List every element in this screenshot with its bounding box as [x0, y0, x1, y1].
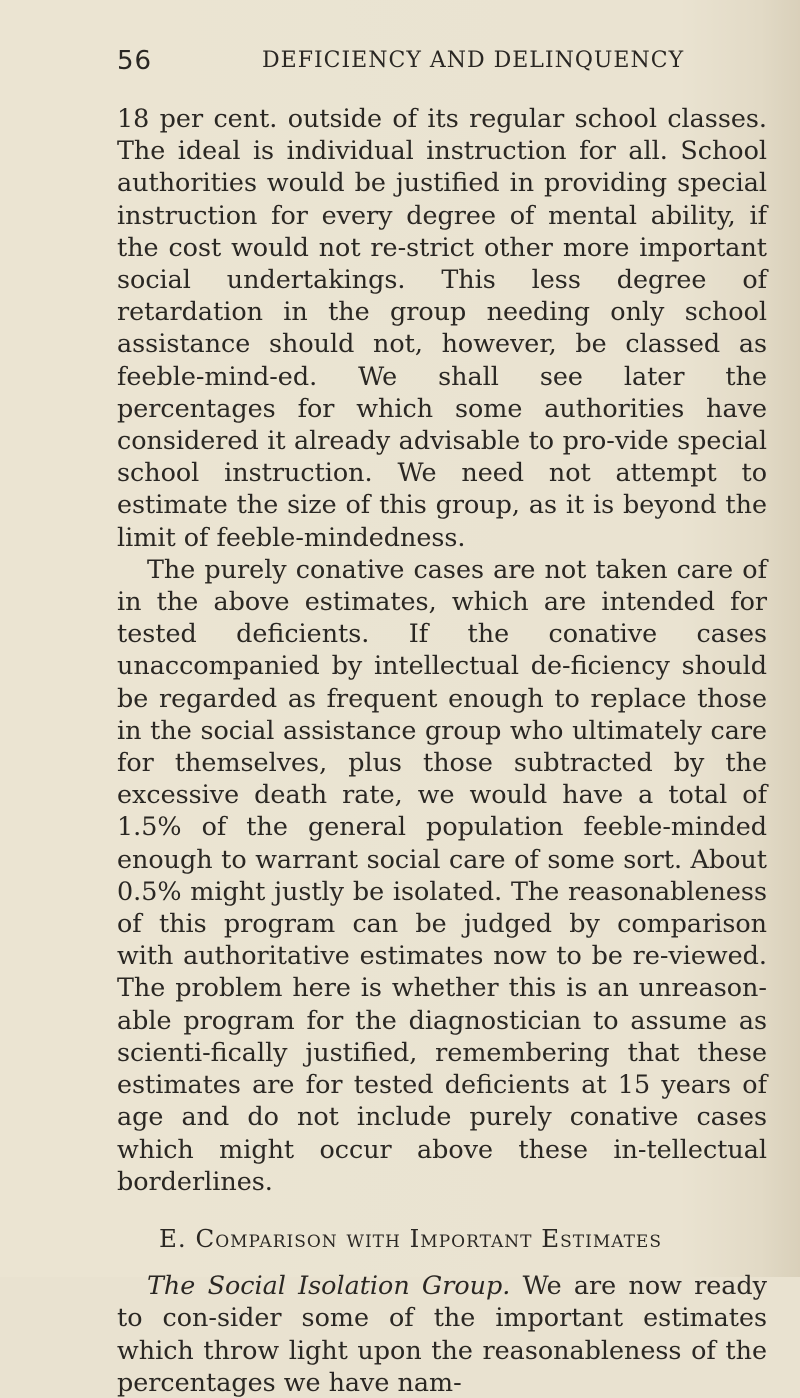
body-text: [117, 102, 767, 1398]
paragraph-1: 18 per cent. outside of its regular school classes. The ideal is individual instruction for all. School authorities would be justified in providing special instruction for every degree of mental ability, if the cost would not re-strict other more important social undertakings. This less degree of retardation in the group needing only school assistance should not, however, be classed as feeble-mind-ed. We shall see later the percentages for which some authorities have considered it already advisable to pro-vide special school instruction. We need not attempt to estimate the size of this group, as it is beyond the limit of feeble-mindedness.: [117, 103, 767, 552]
section-text: We are now ready to con-sider some of the important estimates which throw light upon the reasonableness of the percentages we have nam-: [117, 1270, 767, 1397]
section-lead-in: The Social Isolation Group.: [147, 1270, 511, 1301]
section-heading: E. Comparison with Important Estimates: [159, 1223, 662, 1253]
paragraph-2: The purely conative cases are not taken care of in the above estimates, which are intended for tested deficients. If the conative cases unaccompanied by intellectual de-ficiency should be regarded as frequent enough to replace those in the social assistance group who ultimately care for themselves, plus those subtracted by the excessive death rate, we would have a total of 1.5% of the general population feeble-minded enough to warrant social care of some sort. About 0.5% might justly be isolated. The reasonableness of this program can be judged by comparison with authoritative estimates now to be re-viewed. The problem here is whether this is an unreason-able program for the diagnostician to assume as scienti-fically justified, remembering that these estimates are for tested deficients at 15 years of age and do not include purely conative cases which might occur above these in-tellectual borderlines.: [117, 553, 767, 1196]
running-head: [117, 46, 767, 86]
page-number: 56: [117, 46, 153, 76]
running-title: DEFICIENCY AND DELINQUENCY: [262, 48, 685, 73]
section-paragraph: [117, 1269, 767, 1398]
